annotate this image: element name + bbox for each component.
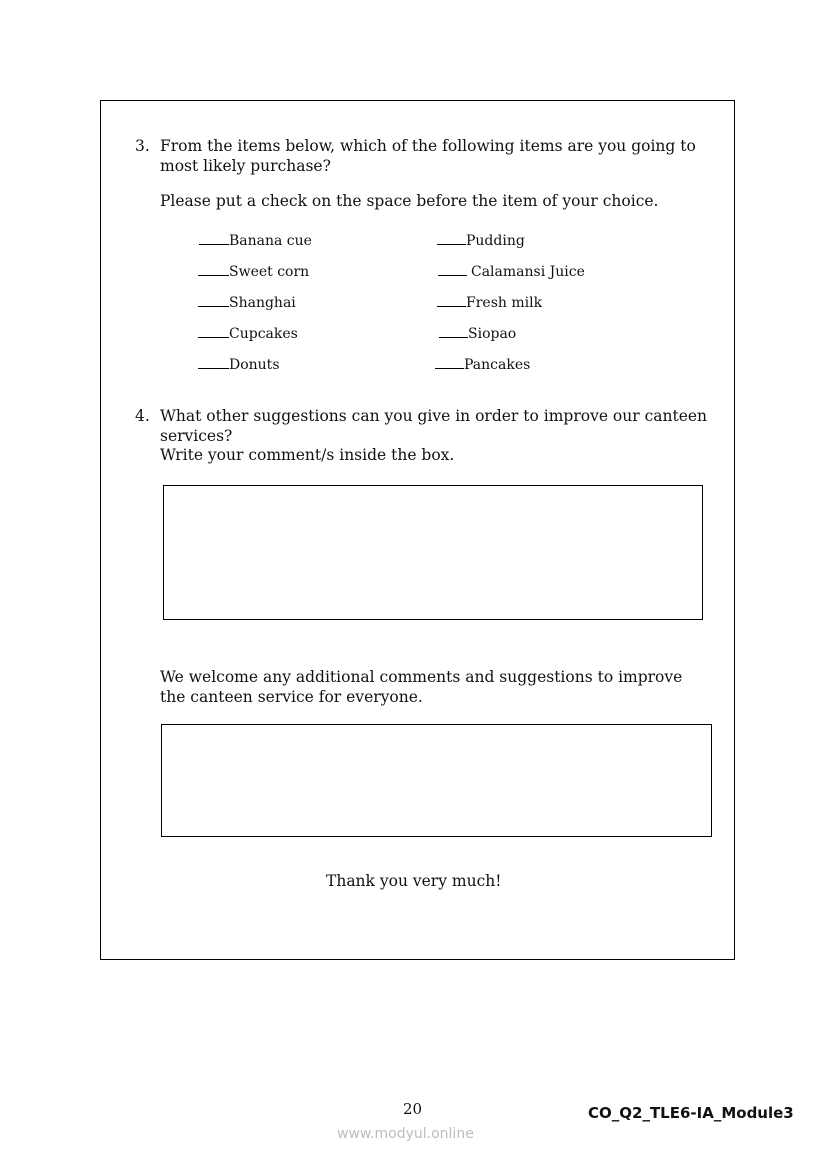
item-calamansi-juice[interactable] [438, 263, 585, 280]
closing-thanks: Thank you very much! [326, 872, 502, 890]
check-blank[interactable] [198, 325, 229, 338]
check-blank[interactable] [439, 325, 468, 338]
item-cupcakes[interactable] [198, 325, 298, 342]
question-4-line1: What other suggestions can you give in order to improve our canteen [160, 407, 708, 425]
item-label: Banana cue [229, 233, 312, 249]
page-number: 20 [403, 1100, 423, 1118]
check-blank[interactable] [198, 294, 229, 307]
additional-comment-box[interactable] [161, 724, 712, 837]
item-label: Pancakes [464, 357, 531, 373]
question-3-line2: most likely purchase? [160, 157, 331, 175]
question-4-line2: services? [160, 427, 233, 445]
check-blank[interactable] [437, 294, 466, 307]
watermark: www.modyul.online [337, 1126, 474, 1142]
item-pudding[interactable] [437, 232, 525, 249]
additional-comments-line2: the canteen service for everyone. [160, 688, 423, 706]
item-label: Cupcakes [229, 326, 298, 342]
question-4-number: 4. [135, 407, 150, 425]
item-donuts[interactable] [198, 356, 280, 373]
question-3-line1: From the items below, which of the following items are you going to [160, 137, 696, 155]
item-label: Shanghai [229, 295, 296, 311]
item-fresh-milk[interactable] [437, 294, 542, 311]
question-3-instruction: Please put a check on the space before the item of your choice. [160, 192, 659, 210]
check-blank[interactable] [438, 263, 467, 276]
check-blank[interactable] [435, 356, 464, 369]
item-label: Fresh milk [466, 295, 543, 311]
check-blank[interactable] [437, 232, 466, 245]
item-banana-cue[interactable] [199, 232, 312, 249]
item-label: Siopao [468, 326, 517, 342]
check-blank[interactable] [198, 356, 229, 369]
question-3-number: 3. [135, 137, 150, 155]
item-siopao[interactable] [439, 325, 516, 342]
item-label: Calamansi Juice [471, 264, 585, 280]
item-shanghai[interactable] [198, 294, 296, 311]
check-blank[interactable] [199, 232, 229, 245]
item-label: Sweet corn [229, 264, 310, 280]
item-label: Donuts [229, 357, 280, 373]
item-sweet-corn[interactable] [198, 263, 309, 280]
module-code: CO_Q2_TLE6-IA_Module3 [588, 1104, 794, 1122]
check-blank[interactable] [198, 263, 229, 276]
item-label: Pudding [466, 233, 525, 249]
suggestions-comment-box[interactable] [163, 485, 703, 620]
item-pancakes[interactable] [435, 356, 530, 373]
additional-comments-line1: We welcome any additional comments and suggestions to improve [160, 668, 683, 686]
question-4-instruction: Write your comment/s inside the box. [160, 446, 455, 464]
